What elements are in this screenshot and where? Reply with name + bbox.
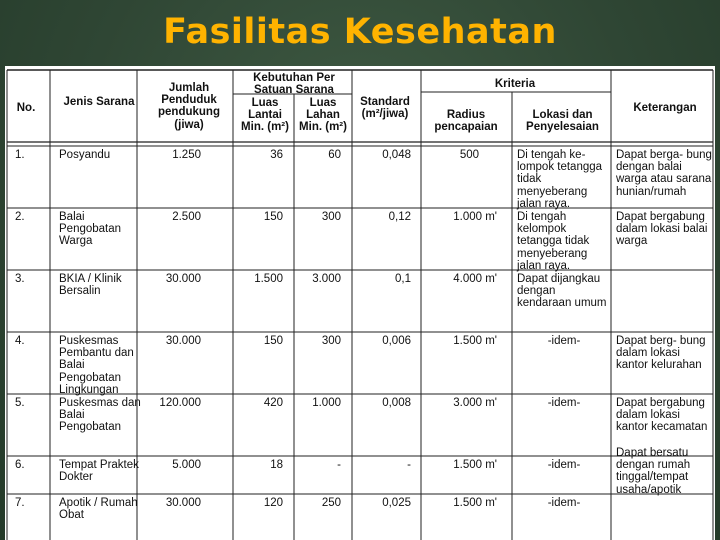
- header-luas-lantai: Luas Lantai Min. (m²): [241, 97, 289, 134]
- row-2-standard: 0,12: [388, 211, 411, 223]
- row-1-lahan: 60: [328, 149, 341, 161]
- row-7-lantai: 120: [263, 497, 283, 509]
- row-6-lokasi: -idem-: [547, 459, 581, 471]
- row-2-jumlah: 2.500: [172, 211, 201, 223]
- row-2-no: 2.: [15, 211, 25, 223]
- facilities-table: [5, 66, 715, 540]
- row-4-lahan: 300: [321, 335, 341, 347]
- row-2-lokasi: Di tengah kelompok tetangga tidak menyeberang jalan raya.: [517, 211, 590, 272]
- row-1-standard: 0,048: [382, 149, 411, 161]
- row-5-jenis: Puskesmas dan Balai Pengobatan: [59, 397, 141, 434]
- row-1-jumlah: 1.250: [172, 149, 201, 161]
- row-1-lokasi: Di tengah ke- lompok tetangga tidak menyeberang jalan raya.: [517, 149, 603, 210]
- row-3-jenis: BKIA / Klinik Bersalin: [59, 273, 122, 298]
- header-keterangan: Keterangan: [633, 102, 697, 114]
- row-7-lahan: 250: [321, 497, 341, 509]
- row-5-radius: 3.000 m': [453, 397, 497, 409]
- row-4-lantai: 150: [263, 335, 283, 347]
- row-5-lahan: 1.000: [312, 397, 341, 409]
- row-6-lantai: 18: [270, 459, 283, 471]
- row-5-lokasi: -idem-: [547, 397, 581, 409]
- row-6-keterangan: Dapat bersatu dengan rumah tinggal/tempat usaha/apotik: [616, 447, 691, 496]
- row-4-lokasi: -idem-: [547, 335, 581, 347]
- row-5-no: 5.: [15, 397, 25, 409]
- row-7-standard: 0,025: [382, 497, 411, 509]
- row-4-jumlah: 30.000: [165, 335, 201, 347]
- row-3-lantai: 1.500: [254, 273, 283, 285]
- row-1-no: 1.: [15, 149, 25, 161]
- header-lokasi: Lokasi dan Penyelesaian: [526, 109, 599, 134]
- row-4-no: 4.: [15, 335, 25, 347]
- row-2-keterangan: Dapat bergabung dalam lokasi balai warga: [616, 211, 708, 248]
- header-no: No.: [16, 102, 36, 114]
- row-5-keterangan: Dapat bergabung dalam lokasi kantor kecamatan: [616, 397, 708, 434]
- row-3-jumlah: 30.000: [165, 273, 201, 285]
- row-6-jenis: Tempat Praktek Dokter: [59, 459, 139, 484]
- row-7-lokasi: -idem-: [547, 497, 581, 509]
- row-3-no: 3.: [15, 273, 25, 285]
- row-3-radius: 4.000 m': [453, 273, 497, 285]
- row-2-lantai: 150: [263, 211, 283, 223]
- row-1-lantai: 36: [270, 149, 283, 161]
- row-4-standard: 0,006: [382, 335, 411, 347]
- row-6-standard: -: [407, 459, 411, 471]
- row-6-radius: 1.500 m': [453, 459, 497, 471]
- row-5-jumlah: 120.000: [159, 397, 201, 409]
- row-1-radius: 500: [459, 149, 479, 161]
- row-1-keterangan: Dapat berga- bung dengan balai warga atau sarana hunian/rumah: [616, 149, 712, 198]
- row-7-no: 7.: [15, 497, 25, 509]
- row-2-lahan: 300: [321, 211, 341, 223]
- row-6-jumlah: 5.000: [172, 459, 201, 471]
- header-kriteria: Kriteria: [494, 78, 536, 90]
- row-4-jenis: Puskesmas Pembantu dan Balai Pengobatan Lingkungan: [59, 335, 134, 396]
- row-3-standard: 0,1: [395, 273, 411, 285]
- slide-title: Fasilitas Kesehatan: [163, 12, 557, 52]
- row-4-keterangan: Dapat berg- bung dalam lokasi kantor kelurahan: [616, 335, 706, 372]
- row-3-lahan: 3.000: [312, 273, 341, 285]
- row-7-jenis: Apotik / Rumah Obat: [59, 497, 138, 522]
- row-6-no: 6.: [15, 459, 25, 471]
- row-4-radius: 1.500 m': [453, 335, 497, 347]
- row-2-radius: 1.000 m': [453, 211, 497, 223]
- row-1-jenis: Posyandu: [59, 149, 111, 161]
- header-jumlah-penduduk: Jumlah Penduduk pendukung (jiwa): [158, 82, 220, 131]
- header-standard: Standard (m²/jiwa): [360, 96, 410, 121]
- header-kebutuhan: Kebutuhan Per Satuan Sarana: [253, 72, 335, 97]
- header-luas-lahan: Luas Lahan Min. (m²): [299, 97, 347, 134]
- row-2-jenis: Balai Pengobatan Warga: [59, 211, 122, 248]
- row-3-lokasi: Dapat dijangkau dengan kendaraan umum: [517, 273, 607, 310]
- header-radius: Radius pencapaian: [434, 109, 498, 134]
- row-5-standard: 0,008: [382, 397, 411, 409]
- row-5-lantai: 420: [263, 397, 283, 409]
- header-jenis-sarana: Jenis Sarana: [63, 96, 135, 108]
- row-7-jumlah: 30.000: [165, 497, 201, 509]
- row-7-radius: 1.500 m': [453, 497, 497, 509]
- row-6-lahan: -: [337, 459, 341, 471]
